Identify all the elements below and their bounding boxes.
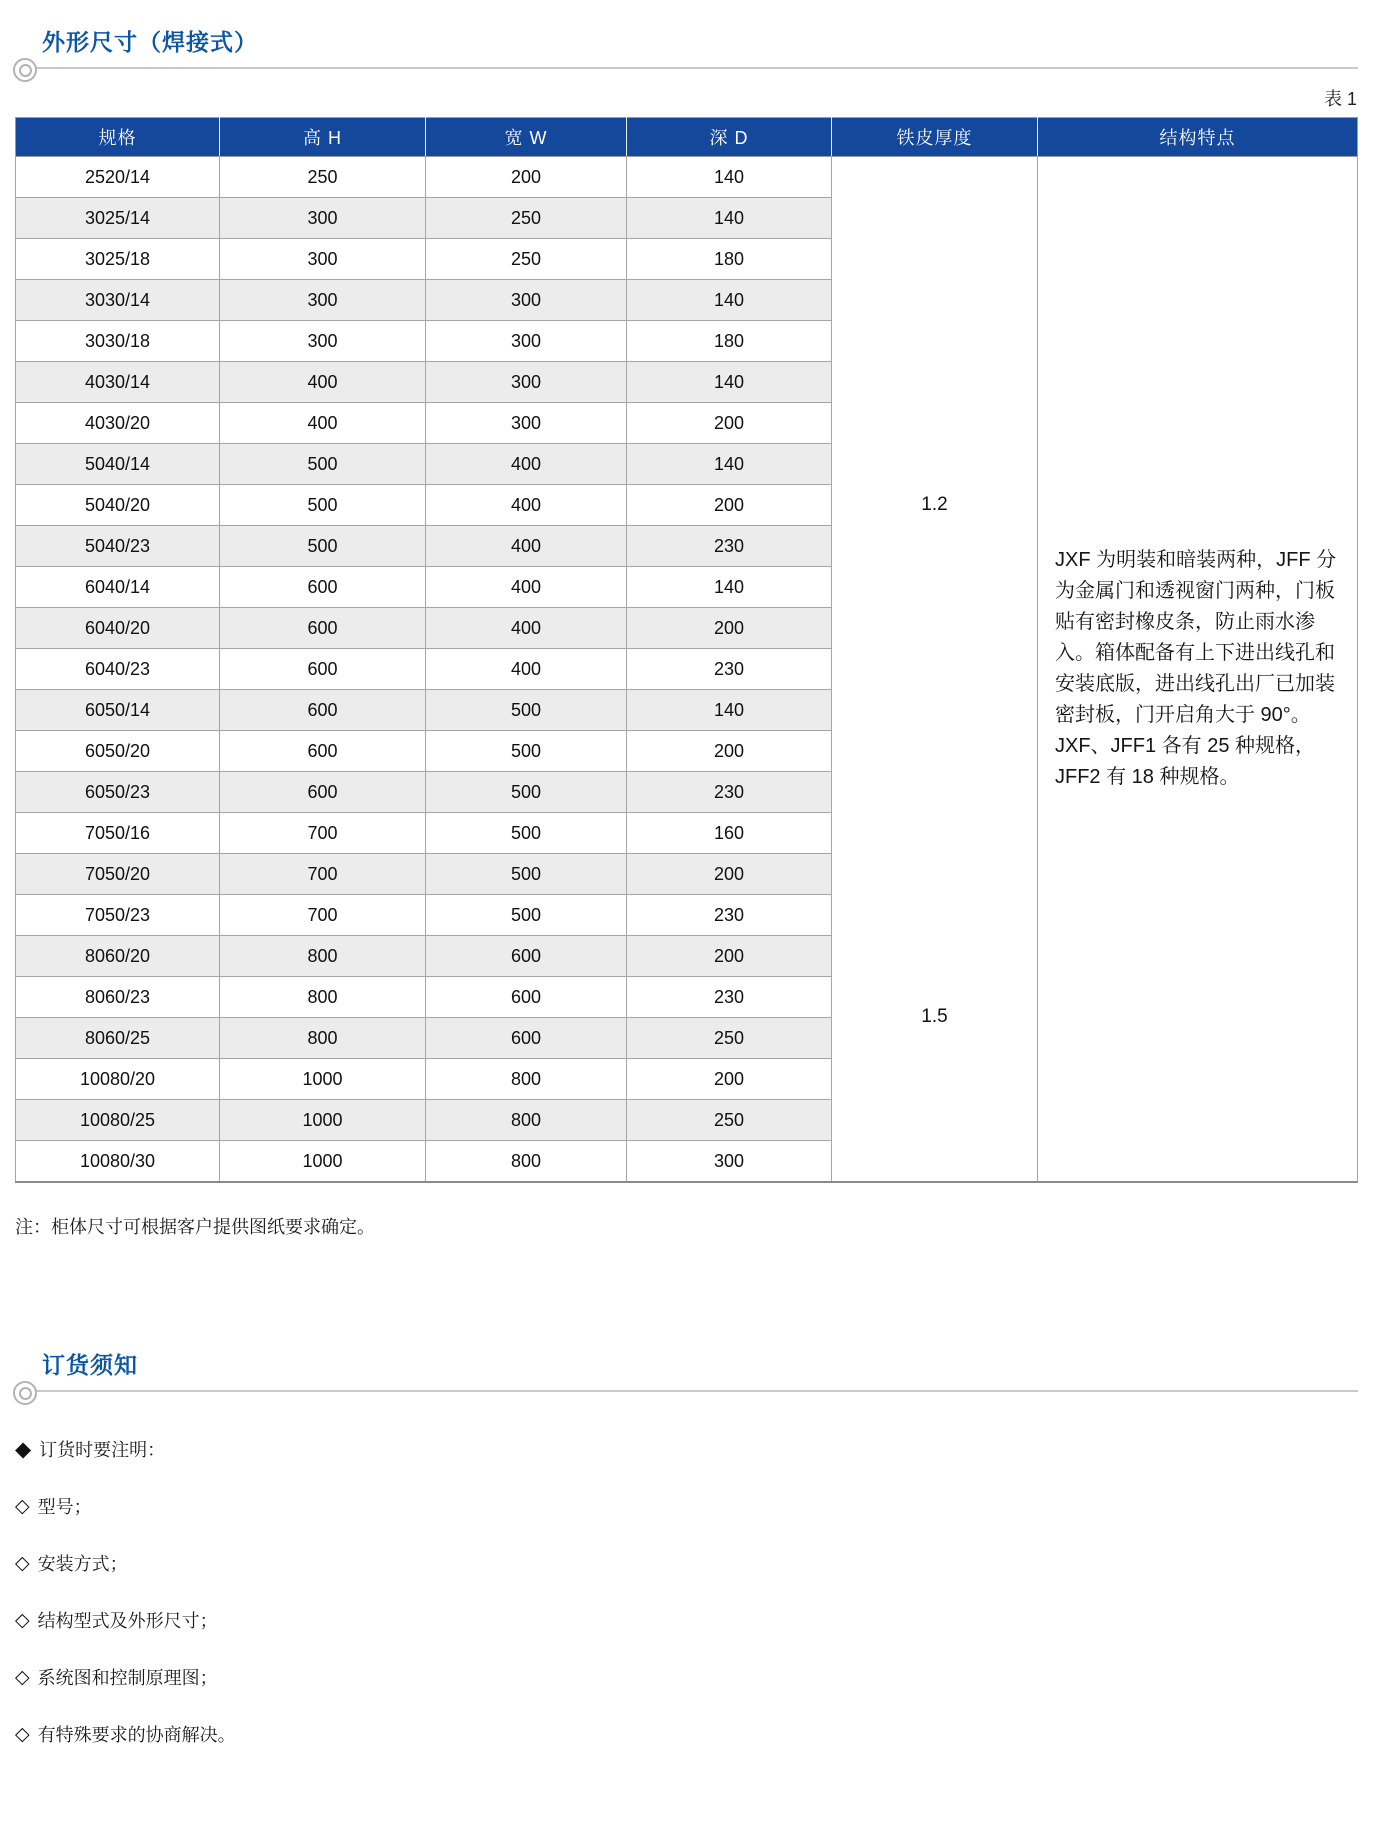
table-cell: 1000: [220, 1141, 426, 1183]
hollow-diamond-icon: ◇: [15, 1609, 30, 1631]
table-cell: 600: [426, 936, 627, 977]
table-cell: 1000: [220, 1059, 426, 1100]
table-cell: 200: [627, 485, 832, 526]
table-cell: 250: [627, 1100, 832, 1141]
table-cell: 500: [426, 813, 627, 854]
table-cell: 230: [627, 772, 832, 813]
table-cell: 3030/14: [16, 280, 220, 321]
ordering-item-text: 系统图和控制原理图；: [37, 1668, 218, 1688]
table-cell: 300: [426, 280, 627, 321]
ordering-item: [15, 1607, 1373, 1633]
table-cell: 300: [426, 362, 627, 403]
ordering-item: [15, 1664, 1373, 1690]
table-cell: 200: [627, 1059, 832, 1100]
table-cell: 300: [220, 280, 426, 321]
table-cell: 5040/14: [16, 444, 220, 485]
table-cell: 250: [426, 198, 627, 239]
filled-diamond-icon: ◆: [15, 1437, 32, 1461]
table-cell: 600: [220, 567, 426, 608]
table-cell: 600: [426, 1018, 627, 1059]
table-cell: 500: [220, 526, 426, 567]
ordering-item-text: 有特殊要求的协商解决。: [37, 1725, 236, 1745]
hollow-diamond-icon: ◇: [15, 1666, 30, 1688]
table-header-row: [16, 118, 1358, 157]
table-cell: 140: [627, 280, 832, 321]
section-rule: [15, 67, 1358, 69]
table-cell: 6050/14: [16, 690, 220, 731]
table-label: 表 1: [1323, 89, 1357, 109]
table-cell: 200: [627, 731, 832, 772]
table-cell: 600: [220, 608, 426, 649]
table-cell: 400: [426, 649, 627, 690]
table-cell: 10080/25: [16, 1100, 220, 1141]
table-cell: 600: [220, 649, 426, 690]
table-cell: 1000: [220, 1100, 426, 1141]
features-paragraph: JXF 为明装和暗装两种，JFF 分为金属门和透视窗门两种，门板贴有密封橡皮条，防止雨水渗入。箱体配备有上下进出线孔和安装底版，进出线孔出厂已加装密封板，门开启角大于 90°。: [1055, 549, 1337, 726]
header-height: 高 H: [220, 118, 426, 157]
table-cell: 140: [627, 362, 832, 403]
table-cell: 700: [220, 854, 426, 895]
table-cell: 700: [220, 813, 426, 854]
hollow-diamond-icon: ◇: [15, 1552, 30, 1574]
table-cell: 140: [627, 444, 832, 485]
ordering-item-text: 安装方式；: [37, 1554, 128, 1574]
section-dimensions-header: [0, 0, 1373, 69]
table-row: [16, 157, 1358, 198]
table-cell: 140: [627, 690, 832, 731]
table-cell: 180: [627, 321, 832, 362]
table-cell: 7050/16: [16, 813, 220, 854]
table-cell: 500: [426, 895, 627, 936]
table-cell: 200: [627, 608, 832, 649]
section-ordering-title: 订货须知: [42, 1352, 138, 1378]
table-cell: 800: [426, 1100, 627, 1141]
table-cell: 3025/14: [16, 198, 220, 239]
ordering-item: [15, 1550, 1373, 1576]
table-cell: 140: [627, 198, 832, 239]
table-cell: 700: [220, 895, 426, 936]
table-cell: 400: [426, 485, 627, 526]
table-cell: 10080/30: [16, 1141, 220, 1183]
header-width: 宽 W: [426, 118, 627, 157]
table-cell: 200: [627, 936, 832, 977]
ring-ornament-icon: [13, 58, 37, 82]
thickness-cell: [832, 157, 1038, 1183]
ordering-list: [15, 1436, 1373, 1747]
table-cell: 300: [426, 321, 627, 362]
dimensions-table-body: [16, 157, 1358, 1183]
hollow-diamond-icon: ◇: [15, 1723, 30, 1745]
table-cell: 400: [426, 567, 627, 608]
ordering-item: [15, 1721, 1373, 1747]
table-cell: 230: [627, 977, 832, 1018]
table-cell: 200: [627, 854, 832, 895]
table-cell: 230: [627, 526, 832, 567]
table-cell: 200: [426, 157, 627, 198]
table-cell: 500: [426, 772, 627, 813]
table-cell: 300: [627, 1141, 832, 1183]
table-cell: 5040/23: [16, 526, 220, 567]
section-rule: [15, 1390, 1358, 1392]
table-cell: 230: [627, 649, 832, 690]
table-cell: 800: [220, 936, 426, 977]
table-cell: 500: [426, 731, 627, 772]
features-cell: [1038, 157, 1358, 1183]
table-cell: 500: [426, 690, 627, 731]
section-ordering-header: [0, 1347, 1373, 1392]
features-paragraph: JXF、JFF1 各有 25 种规格，JFF2 有 18 种规格。: [1055, 735, 1316, 788]
table-cell: 5040/20: [16, 485, 220, 526]
table-cell: 600: [220, 690, 426, 731]
table-cell: 140: [627, 157, 832, 198]
features-text: [1038, 545, 1357, 793]
table-cell: 500: [220, 444, 426, 485]
table-cell: 400: [220, 403, 426, 444]
table-cell: 300: [220, 198, 426, 239]
table-cell: 8060/20: [16, 936, 220, 977]
thickness-value-lower: 1.5: [921, 1006, 948, 1028]
table-cell: 140: [627, 567, 832, 608]
table-note: 注：柜体尺寸可根据客户提供图纸要求确定。: [15, 1217, 375, 1237]
table-cell: 160: [627, 813, 832, 854]
table-cell: 600: [220, 731, 426, 772]
table-cell: 3025/18: [16, 239, 220, 280]
table-cell: 600: [220, 772, 426, 813]
table-cell: 7050/20: [16, 854, 220, 895]
table-cell: 230: [627, 895, 832, 936]
ordering-item-text: 结构型式及外形尺寸；: [37, 1611, 218, 1631]
hollow-diamond-icon: ◇: [15, 1495, 30, 1517]
table-cell: 800: [426, 1059, 627, 1100]
table-cell: 4030/20: [16, 403, 220, 444]
ordering-item: [15, 1493, 1373, 1519]
ordering-heading-text: 订货时要注明：: [39, 1440, 166, 1460]
table-cell: 6040/20: [16, 608, 220, 649]
table-cell: 250: [220, 157, 426, 198]
table-cell: 180: [627, 239, 832, 280]
table-cell: 8060/23: [16, 977, 220, 1018]
table-cell: 300: [426, 403, 627, 444]
table-cell: 3030/18: [16, 321, 220, 362]
table-cell: 300: [220, 321, 426, 362]
table-cell: 2520/14: [16, 157, 220, 198]
table-cell: 10080/20: [16, 1059, 220, 1100]
table-cell: 6040/14: [16, 567, 220, 608]
section-dimensions-title: 外形尺寸（焊接式）: [42, 29, 258, 55]
table-cell: 200: [627, 403, 832, 444]
ordering-heading: [15, 1436, 1373, 1462]
table-cell: 250: [426, 239, 627, 280]
table-cell: 500: [426, 854, 627, 895]
table-cell: 800: [220, 1018, 426, 1059]
header-depth: 深 D: [627, 118, 832, 157]
table-cell: 500: [220, 485, 426, 526]
thickness-value-upper: 1.2: [921, 494, 948, 516]
table-cell: 800: [220, 977, 426, 1018]
table-cell: 6050/20: [16, 731, 220, 772]
table-cell: 400: [220, 362, 426, 403]
table-cell: 250: [627, 1018, 832, 1059]
table-cell: 6050/23: [16, 772, 220, 813]
header-features: 结构特点: [1038, 118, 1358, 157]
table-cell: 600: [426, 977, 627, 1018]
header-thickness: 铁皮厚度: [832, 118, 1038, 157]
table-cell: 6040/23: [16, 649, 220, 690]
table-cell: 4030/14: [16, 362, 220, 403]
table-cell: 7050/23: [16, 895, 220, 936]
table-cell: 400: [426, 526, 627, 567]
table-cell: 400: [426, 608, 627, 649]
header-spec: 规格: [16, 118, 220, 157]
table-cell: 800: [426, 1141, 627, 1183]
table-cell: 8060/25: [16, 1018, 220, 1059]
table-cell: 400: [426, 444, 627, 485]
table-cell: 300: [220, 239, 426, 280]
ordering-item-text: 型号；: [37, 1497, 92, 1517]
ring-ornament-icon: [13, 1381, 37, 1405]
dimensions-table: [15, 117, 1358, 1183]
